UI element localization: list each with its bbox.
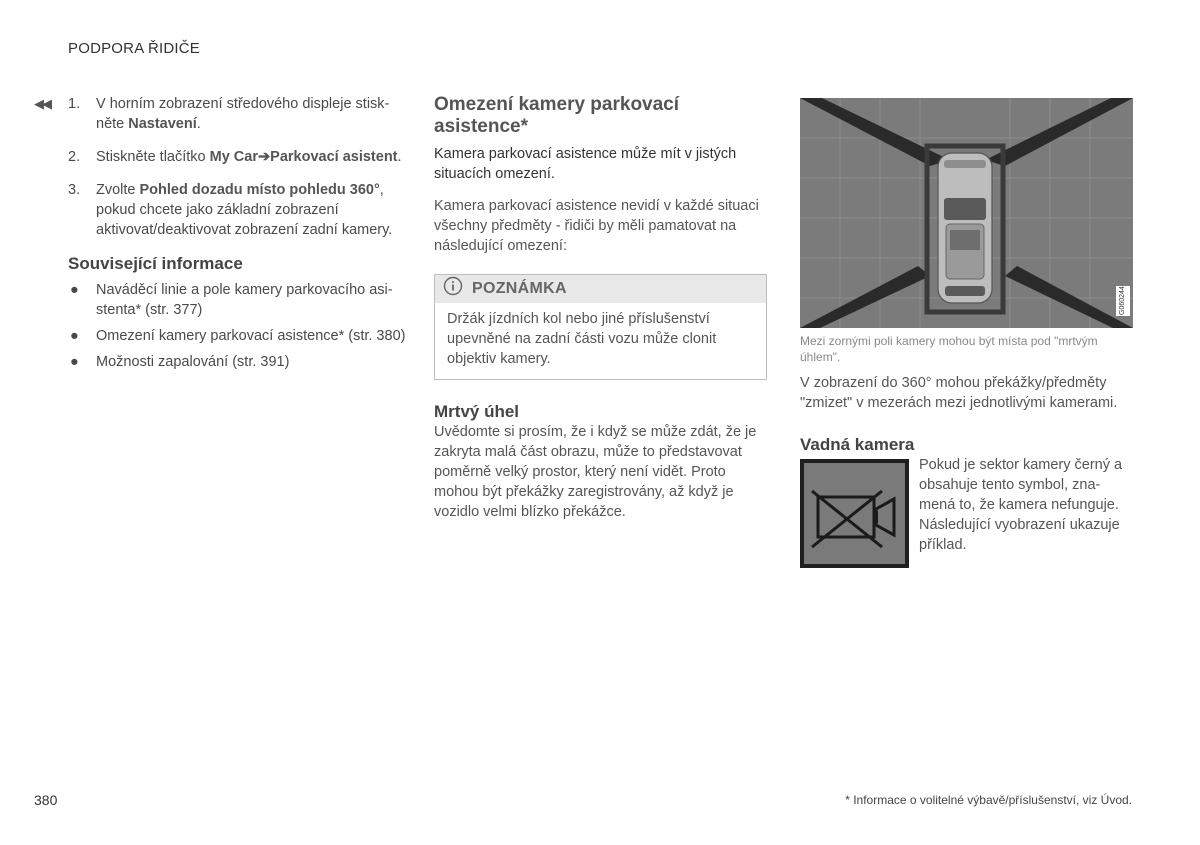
- car-top-view-illustration: [800, 98, 1133, 328]
- bullet-icon: ●: [70, 282, 79, 298]
- column-left: [68, 94, 408, 372]
- related-link-text: Možnosti zapalování (str. 391): [96, 354, 290, 370]
- info-icon: [443, 276, 463, 302]
- step-number: 3.: [68, 182, 81, 198]
- section-lead: Kamera parkovací asistence může mít v jistých situacích omezení.: [434, 146, 737, 182]
- parking-camera-image: [800, 98, 1133, 328]
- faulty-camera-text: Pokud je sektor kamery černý a obsahuje tento symbol, zna-mená to, že kamera nefunguje. Následující vyobrazení ukazuje příklad.: [919, 457, 1123, 553]
- step-number: 2.: [68, 149, 81, 165]
- step-1: [68, 94, 408, 134]
- column-middle: [434, 94, 769, 522]
- faulty-camera-heading: Vadná kamera: [800, 435, 915, 454]
- page-header-title: PODPORA ŘIDIČE: [68, 40, 200, 57]
- note-body: Držák jízdních kol nebo jiné příslušenství upevněné na zadní části vozu může clonit objektiv kamery.: [447, 311, 717, 367]
- blind-spot-text: Uvědomte si prosím, že i když se může zdát, že je zakryta malá část obrazu, může to představovat poměrně velký prostor, který není vidět. Proto mohou být překážky zaregistrovány, až když je vozidlo velmi blízko překážce.: [434, 424, 757, 520]
- related-link-1[interactable]: [68, 280, 408, 320]
- step-bold: Pohled dozadu místo pohledu 360°: [139, 182, 380, 198]
- step-bold: Nastavení: [128, 116, 197, 132]
- blind-spot-heading: Mrtvý úhel: [434, 402, 520, 421]
- related-info-heading: Související informace: [68, 254, 243, 273]
- step-bold: My Car: [209, 149, 258, 165]
- note-title: POZNÁMKA: [472, 280, 567, 297]
- section-paragraph: Kamera parkovací asistence nevidí v každé situaci všechny předměty - řidiči by měli pamatovat na následující omezení:: [434, 198, 759, 254]
- crossed-camera-icon: [804, 463, 905, 564]
- footer-note: * Informace o volitelné výbavě/příslušenství, viz Úvod.: [845, 793, 1132, 807]
- related-link-text: Naváděcí linie a pole kamery parkovacího asi-stenta* (str. 377): [96, 282, 393, 318]
- step-text: Stiskněte tlačítko: [96, 149, 210, 165]
- figure-code: G060244: [1116, 286, 1130, 316]
- bullet-icon: ●: [70, 328, 79, 344]
- faulty-camera-row: [800, 459, 1135, 568]
- figure-caption: Mezi zornými poli kamery mohou být místa pod "mrtvým úhlem".: [800, 334, 1098, 364]
- note-box: [434, 274, 767, 380]
- step-2: [68, 147, 408, 167]
- step-text-end: , pokud chcete jako základní zobrazení aktivovat/deaktivovat zobrazení zadní kamery.: [96, 182, 393, 238]
- related-link-2[interactable]: [68, 326, 408, 346]
- back-navigation-icon[interactable]: ◀◀: [34, 96, 50, 111]
- camera-fault-icon: [800, 459, 909, 568]
- step-bold-2: Parkovací asistent: [270, 149, 398, 165]
- section-heading: Omezení kamery parkovací asistence*: [434, 94, 680, 137]
- step-text-end: .: [196, 116, 201, 132]
- step-number: 1.: [68, 96, 81, 112]
- note-header: [435, 275, 766, 303]
- column-right: [800, 98, 1135, 568]
- bullet-icon: ●: [70, 354, 79, 370]
- step-text-end: .: [397, 149, 402, 165]
- related-link-3[interactable]: [68, 352, 408, 372]
- figure-text: V zobrazení do 360° mohou překážky/předměty "zmizet" v mezerách mezi jednotlivými kamerami.: [800, 375, 1118, 411]
- step-3: [68, 180, 408, 240]
- arrow-icon: ➔: [258, 149, 271, 165]
- page-number: 380: [34, 792, 58, 808]
- step-text: V horním zobrazení středového displeje stisk-něte: [96, 96, 390, 132]
- related-link-text: Omezení kamery parkovací asistence* (str. 380): [96, 328, 406, 344]
- step-text: Zvolte: [96, 182, 140, 198]
